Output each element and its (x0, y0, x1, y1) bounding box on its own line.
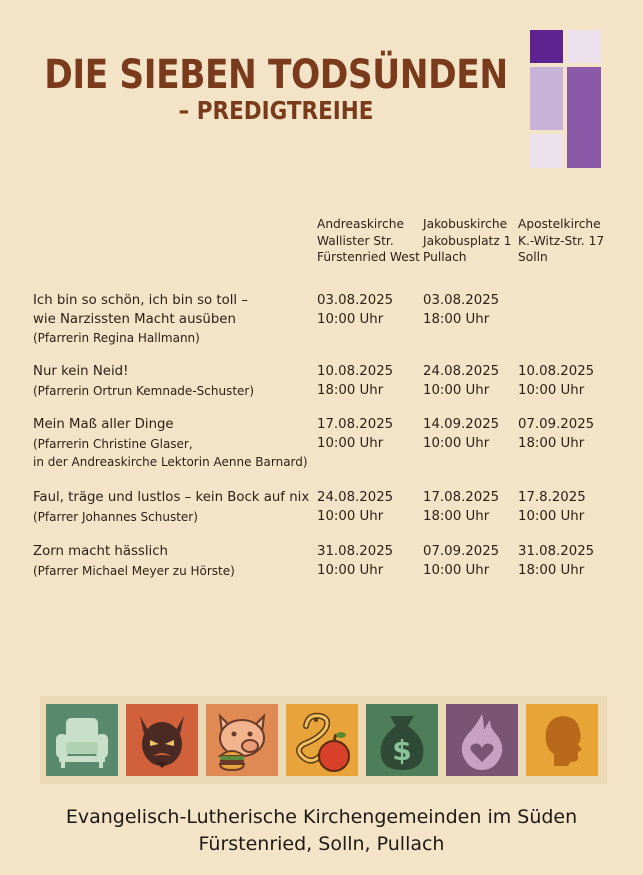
sermon-title: Mein Maß aller Dinge (33, 417, 174, 432)
devil-face-icon (126, 704, 198, 776)
sermon-info (33, 543, 235, 580)
service-time: 10:00 Uhr (423, 382, 490, 398)
sermon-title: wie Narzissten Macht ausüben (33, 311, 236, 327)
service-time: 10:00 Uhr (423, 435, 490, 451)
sermon-info (33, 489, 309, 526)
church-header-jakobus (423, 216, 511, 266)
sermon-info (33, 363, 254, 400)
service-time: 10:00 Uhr (317, 562, 384, 578)
sermon-title: Faul, träge und lustlos – kein Bock auf nix (33, 490, 310, 505)
church-district: Solln (518, 250, 548, 264)
service-time: 10:00 Uhr (317, 508, 384, 524)
service-time: 18:00 Uhr (317, 382, 384, 398)
service-time: 18:00 Uhr (423, 311, 490, 327)
service-andreas (317, 292, 393, 329)
sermon-title: Zorn macht hässlich (33, 544, 168, 559)
sermon-preacher: (Pfarrerin Regina Hallmann) (33, 331, 200, 345)
service-time: 10:00 Uhr (317, 435, 384, 451)
church-logo (530, 30, 601, 168)
church-district: Pullach (423, 250, 467, 264)
service-date: 17.8.2025 (518, 490, 586, 505)
flame-heart-icon (446, 704, 518, 776)
service-date: 03.08.2025 (423, 293, 500, 308)
sermon-row (33, 292, 613, 352)
service-andreas (317, 363, 393, 400)
church-street: K.-Witz-Str. 17 (518, 233, 605, 248)
church-header-apostel (518, 216, 604, 266)
sermon-preacher: (Pfarrerin Christine Glaser, (33, 436, 193, 451)
service-apostel (518, 363, 594, 400)
church-name: Apostelkirche (518, 217, 601, 231)
church-district: Fürstenried West (317, 250, 420, 264)
church-street: Wallister Str. (317, 233, 394, 248)
sermon-row (33, 416, 613, 476)
service-date: 17.08.2025 (423, 490, 500, 505)
service-time: 18:00 Uhr (518, 435, 585, 451)
sermon-row (33, 543, 613, 583)
service-jakobus (423, 363, 499, 400)
service-date: 10.08.2025 (317, 364, 394, 379)
head-profile-icon (526, 704, 598, 776)
snake-apple-icon (286, 704, 358, 776)
footer-organization: Evangelisch-Lutherische Kirchengemeinden im Süden (65, 806, 578, 828)
service-time: 18:00 Uhr (423, 508, 490, 524)
service-time: 10:00 Uhr (518, 382, 585, 398)
service-jakobus (423, 489, 499, 526)
service-time: 10:00 Uhr (317, 311, 384, 327)
service-date: 24.08.2025 (317, 490, 394, 505)
sermon-preacher: (Pfarrer Johannes Schuster) (33, 509, 198, 524)
service-andreas (317, 489, 393, 526)
sermon-title: Ich bin so schön, ich bin so toll – (33, 293, 248, 308)
service-apostel (518, 489, 586, 526)
service-andreas (317, 416, 393, 453)
sermon-preacher: (Pfarrer Michael Meyer zu Hörste) (33, 563, 235, 578)
service-date: 31.08.2025 (518, 544, 595, 559)
service-apostel (518, 543, 594, 580)
service-jakobus (423, 543, 499, 580)
service-date: 07.09.2025 (518, 417, 595, 432)
service-date: 07.09.2025 (423, 544, 500, 559)
church-name: Jakobuskirche (423, 217, 508, 231)
service-apostel (518, 416, 594, 453)
sermon-info (33, 416, 308, 471)
church-street: Jakobusplatz 1 (423, 233, 512, 248)
sermon-preacher: in der Andreaskirche Lektorin Aenne Barnard) (33, 454, 308, 469)
service-time: 18:00 Uhr (518, 562, 585, 578)
svg-text:$: $ (392, 734, 412, 767)
service-date: 24.08.2025 (423, 364, 500, 379)
sermon-preacher: (Pfarrerin Ortrun Kemnade-Schuster) (33, 383, 255, 398)
page-title: DIE SIEBEN TODSÜNDEN (44, 52, 508, 98)
footer-locations: Fürstenried, Solln, Pullach (198, 833, 445, 855)
service-date: 14.09.2025 (423, 417, 500, 432)
service-jakobus (423, 292, 499, 329)
pig-burger-icon (206, 704, 278, 776)
service-date: 17.08.2025 (317, 417, 394, 432)
armchair-icon (46, 704, 118, 776)
sins-icon-strip (40, 696, 607, 784)
sermon-row (33, 489, 613, 529)
money-bag-icon (366, 704, 438, 776)
service-date: 03.08.2025 (317, 293, 394, 308)
sermon-title: Nur kein Neid! (33, 364, 129, 379)
church-name: Andreaskirche (317, 217, 404, 231)
sermon-info (33, 292, 248, 347)
church-header-andreas (317, 216, 420, 266)
service-date: 31.08.2025 (317, 544, 394, 559)
page-subtitle: – PREDIGTREIHE (178, 96, 374, 125)
service-andreas (317, 543, 393, 580)
service-time: 10:00 Uhr (518, 508, 585, 524)
sermon-row (33, 363, 613, 403)
service-date: 10.08.2025 (518, 364, 595, 379)
service-jakobus (423, 416, 499, 453)
service-time: 10:00 Uhr (423, 562, 490, 578)
